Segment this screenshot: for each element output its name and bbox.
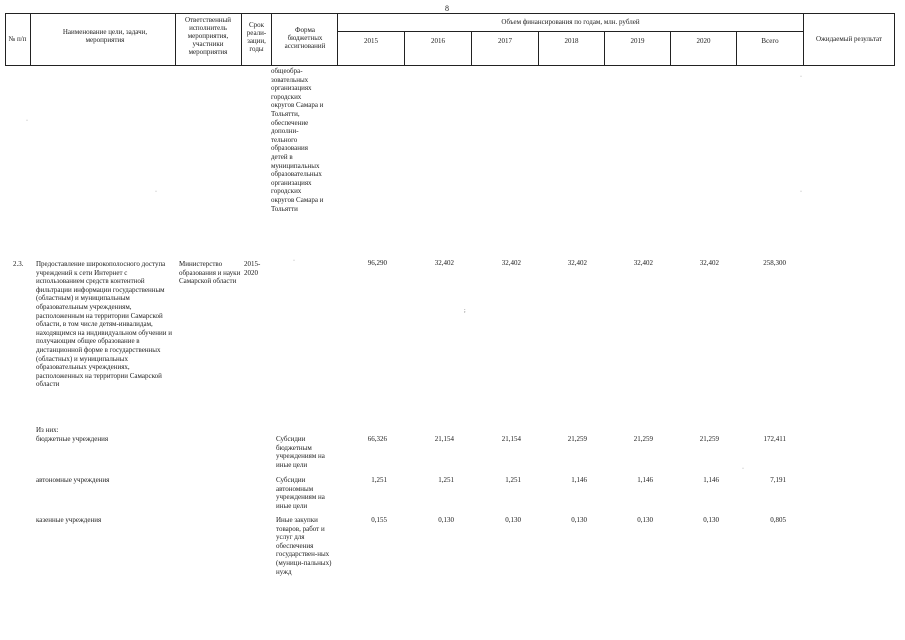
row-form: Субсидии автономным учреждениям на иные цели (276, 476, 325, 510)
value-2017: 0,130 (505, 516, 521, 524)
scan-mark: ; (464, 308, 466, 314)
value-total: 7,191 (770, 476, 786, 484)
header-term: Срок реали-зации, годы (246, 21, 267, 53)
scan-mark: · (800, 189, 802, 195)
header-year: 2017 (498, 37, 512, 45)
value-2016: 1,251 (438, 476, 454, 484)
header-name: Наименование цели, задачи, мероприятия (62, 28, 148, 44)
value-2016: 0,130 (438, 516, 454, 524)
row-form: Субсидии бюджетным учреждениям на иные цели (276, 435, 325, 469)
header-year: 2019 (630, 37, 645, 45)
value-total: 0,805 (770, 516, 786, 524)
value-2017: 21,154 (501, 435, 521, 443)
row-name: Предоставление широкополосного доступа учреждений к сети Интернет с использованием средств контентной фильтрации информации государственным (областным) и муниципальным образовательным учреждениям, расположенным на территории Самарской области, в том числе детям-инвалидам, находящимся на индивидуальном обучении и получающим общее образование в дистанционной форме в государственных (областных) и муниципальных образовательных учреждениях, расположенных на территории Самарской области (36, 260, 173, 389)
row-term: 2015-2020 (244, 260, 261, 277)
value-2017: 32,402 (501, 259, 521, 267)
row-name: автономные учреждения (36, 476, 110, 484)
scan-mark: · (26, 118, 28, 124)
header-result: Ожидаемый результат (815, 35, 883, 43)
value-2019: 1,146 (637, 476, 653, 484)
value-2019: 32,402 (633, 259, 653, 267)
page-number: 8 (445, 4, 449, 13)
header-total: Всего (761, 37, 779, 45)
value-total: 172,411 (763, 435, 786, 443)
value-2020: 0,130 (703, 516, 719, 524)
value-2016: 21,154 (434, 435, 454, 443)
scan-mark: · (800, 74, 802, 80)
value-total: 258,300 (763, 259, 786, 267)
value-2020: 1,146 (703, 476, 719, 484)
scan-mark: · (293, 258, 295, 264)
header-funding: Объем финансирования по годам, млн. рублей (501, 18, 640, 26)
header-year: 2018 (564, 37, 579, 45)
value-2016: 32,402 (434, 259, 454, 267)
value-2019: 0,130 (637, 516, 653, 524)
value-2018: 21,259 (567, 435, 587, 443)
row-name: казенные учреждения (36, 516, 102, 524)
value-2017: 1,251 (505, 476, 521, 484)
header-year: 2020 (696, 37, 711, 45)
header-year: 2015 (364, 37, 378, 45)
value-2020: 21,259 (699, 435, 719, 443)
row-number: 2.3. (13, 260, 24, 268)
header-responsible: Ответственный исполнитель мероприятия, участники мероприятия (184, 16, 232, 56)
value-2018: 1,146 (571, 476, 587, 484)
scan-mark: · (742, 466, 744, 472)
header-year: 2016 (431, 37, 445, 45)
header-number: № п/п (8, 35, 27, 43)
table-header (5, 13, 895, 66)
row-name: Из них: бюджетные учреждения (36, 426, 109, 443)
scan-mark: · (155, 189, 157, 195)
value-2015: 1,251 (371, 476, 387, 484)
value-2018: 0,130 (571, 516, 587, 524)
value-2015: 0,155 (371, 516, 387, 524)
form-continuation-text: общеобра- зовательных организациях городских округов Самара и Тольятти, обеспечение дополни- тельного образования детей в муниципальных образовательных организациях городских округов Самара и Тольятти (271, 67, 324, 213)
value-2015: 66,326 (367, 435, 387, 443)
value-2019: 21,259 (633, 435, 653, 443)
header-form: Форма бюджетных ассигнований (284, 26, 326, 50)
value-2015: 96,290 (367, 259, 387, 267)
value-2020: 32,402 (699, 259, 719, 267)
value-2018: 32,402 (567, 259, 587, 267)
row-responsible: Министерство образования и науки Самарской области (179, 260, 241, 286)
row-form: Иные закупки товаров, работ и услуг для обеспечения государствен-ных (муници-пальных) нужд (276, 516, 332, 576)
